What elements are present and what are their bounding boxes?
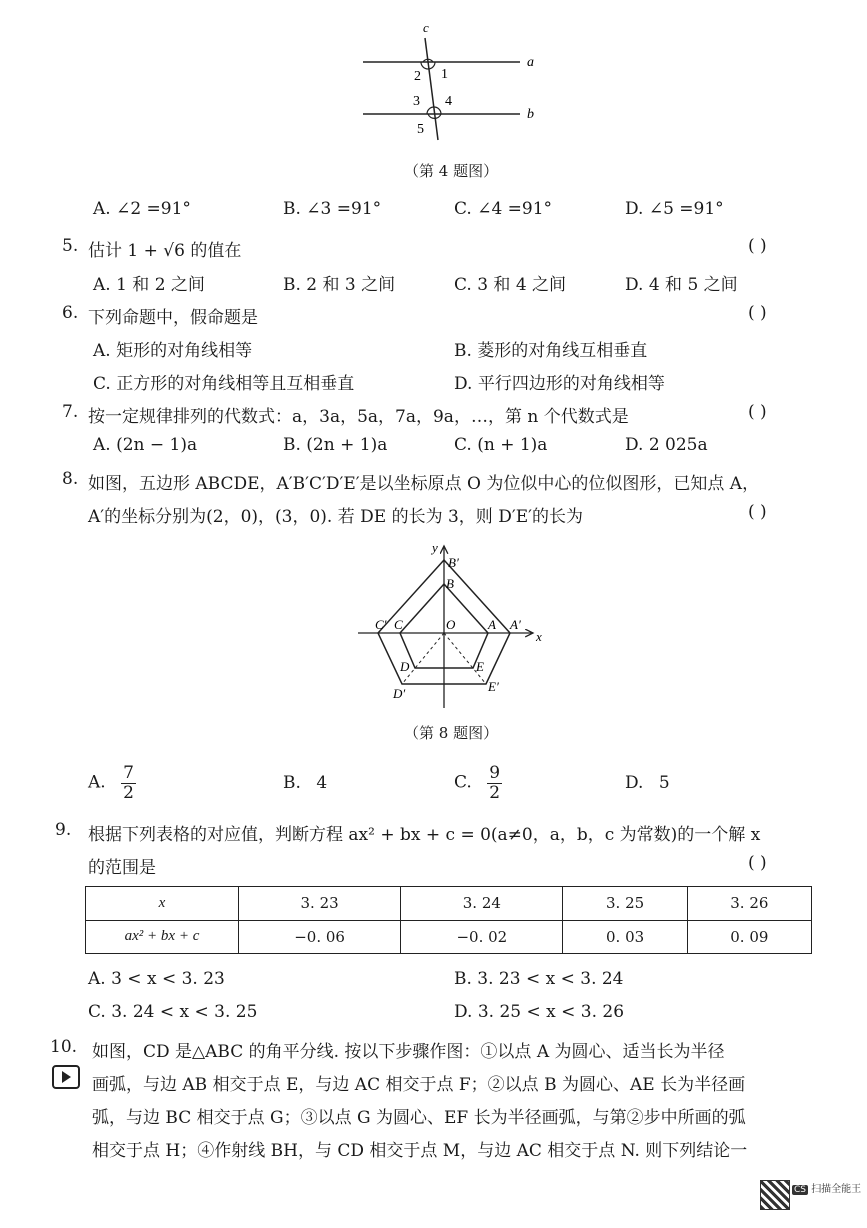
label-E-prime: E′ [488,679,499,694]
q8-option-c-fraction [487,764,502,802]
q8-option-a-den: 2 [123,782,134,803]
label-B-prime: B′ [448,555,459,570]
q7-answer-paren[interactable]: ( ) [748,402,767,422]
q5-number: 5. [62,236,79,256]
label-C: C [394,617,403,632]
q7-option-a[interactable]: A. (2n − 1)a [93,435,198,455]
q8-option-b[interactable] [283,773,327,793]
q8-option-c-den: 2 [489,782,501,803]
table-cell: 0. 09 [687,920,811,954]
q5-option-b[interactable]: B. 2 和 3 之间 [283,275,396,295]
table-cell: −0. 02 [401,920,563,954]
table-cell: 3. 25 [563,887,687,921]
label-1: 1 [441,67,448,82]
q8-number: 8. [62,469,79,489]
table-cell: 0. 03 [563,920,687,954]
q8-option-d[interactable] [625,773,670,793]
figure-q4 [355,20,555,145]
q7-number: 7. [62,402,79,422]
q6-option-a[interactable]: A. 矩形的对角线相等 [93,341,253,361]
qr-code-icon [760,1180,790,1210]
q8-line2: A′的坐标分别为(2，0)，(3，0). 若 DE 的长为 3，则 D′E′的长为 [88,507,583,527]
q8-line1: 如图，五边形 ABCDE，A′B′C′D′E′是以坐标原点 O 为位似中心的位似图形，已知点 A， [88,474,760,494]
label-y: y [432,540,438,555]
label-D: D [400,659,410,674]
label-A-prime: A′ [510,617,521,632]
q5-option-a[interactable]: A. 1 和 2 之间 [93,275,205,295]
q9-number: 9. [55,820,72,840]
figure-q8 [355,540,555,710]
label-E: E [476,659,484,674]
q9-answer-paren[interactable]: ( ) [748,853,767,873]
q10-number: 10. [50,1037,78,1057]
q6-number: 6. [62,303,79,323]
q8-option-d-value: 5 [658,773,670,793]
q10-line2: 画弧，与边 AB 相交于点 E，与边 AC 相交于点 F；②以点 B 为圆心、AE 长为半径画 [92,1075,746,1095]
q4-option-a[interactable]: A. ∠2 =91° [93,199,191,219]
label-D-prime: D′ [393,686,406,701]
table-cell: 3. 24 [401,887,563,921]
q8-option-a-num: 7 [123,763,134,783]
fig8-caption: （第 8 题图） [404,724,499,742]
label-x: x [536,629,542,644]
table-row [86,887,812,921]
scanner-logo-icon: CS [794,1185,806,1195]
q7-option-d[interactable]: D. 2 025a [625,435,708,455]
q9-option-c[interactable]: C. 3. 24 < x < 3. 25 [88,1002,258,1022]
label-B: B [446,576,454,591]
q8-option-a-fraction [121,764,136,802]
q8-option-c-num: 9 [489,763,501,783]
q8-option-c[interactable] [454,764,502,802]
q6-option-b[interactable]: B. 菱形的对角线互相垂直 [454,341,648,361]
q7-option-b[interactable]: B. (2n + 1)a [283,435,388,455]
scanner-name: 扫描全能王 [811,1184,862,1195]
label-4: 4 [445,94,452,109]
video-play-icon[interactable] [52,1065,80,1089]
q8-answer-paren[interactable]: ( ) [748,502,767,522]
q4-option-d[interactable]: D. ∠5 =91° [625,199,724,219]
q4-option-c[interactable]: C. ∠4 =91° [454,199,553,219]
label-2: 2 [414,69,421,84]
q8-option-a-letter: A. [88,772,106,793]
label-c: c [423,20,429,35]
table-cell: 3. 26 [687,887,811,921]
table-header-x: x [86,887,239,921]
q9-line1: 根据下列表格的对应值，判断方程 ax² + bx + c = 0(a≠0，a，b，c 为常数)的一个解 x [88,825,761,845]
label-O: O [446,617,456,632]
q9-option-a[interactable]: A. 3 < x < 3. 23 [88,969,225,989]
q5-option-c[interactable]: C. 3 和 4 之间 [454,275,567,295]
q8-option-b-letter: B. [283,773,301,793]
q6-option-c[interactable]: C. 正方形的对角线相等且互相垂直 [93,374,355,394]
label-5: 5 [417,122,424,137]
label-C-prime: C′ [375,617,387,632]
q6-answer-paren[interactable]: ( ) [748,303,767,323]
label-a: a [527,55,534,70]
label-3: 3 [413,94,420,109]
q7-stem: 按一定规律排列的代数式：a，3a，5a，7a，9a，…，第 n 个代数式是 [88,407,629,427]
q8-option-c-letter: C. [454,772,472,793]
table-row [86,920,812,954]
q9-line2: 的范围是 [88,858,156,878]
table-cell: −0. 06 [239,920,401,954]
q9-option-d[interactable]: D. 3. 25 < x < 3. 26 [454,1002,625,1022]
q10-line1: 如图，CD 是△ABC 的角平分线. 按以下步骤作图：①以点 A 为圆心、适当长为半径 [92,1042,725,1062]
q8-option-b-value: 4 [316,773,328,793]
q8-option-a[interactable] [88,764,136,802]
label-A: A [488,617,496,632]
q7-option-c[interactable]: C. (n + 1)a [454,435,548,455]
q4-option-b[interactable]: B. ∠3 =91° [283,199,382,219]
line-c [425,38,438,140]
q9-option-b[interactable]: B. 3. 23 < x < 3. 24 [454,969,624,989]
q5-answer-paren[interactable]: ( ) [748,236,767,256]
q8-option-d-letter: D. [625,773,644,793]
q5-option-d[interactable]: D. 4 和 5 之间 [625,275,738,295]
q10-line4: 相交于点 H；④作射线 BH，与 CD 相交于点 M，与边 AC 相交于点 N. 则下列结论一 [92,1141,748,1161]
q6-stem: 下列命题中，假命题是 [88,308,258,328]
q10-line3: 弧，与边 BC 相交于点 G；③以点 G 为圆心、EF 长为半径画弧，与第②步中所画的弧 [92,1108,746,1128]
table-header-expression: ax² + bx + c [86,920,239,954]
q9-value-table [85,886,812,954]
scanner-watermark [792,1180,861,1195]
label-b: b [527,107,534,122]
q5-stem: 估计 1 + √6 的值在 [88,241,242,261]
table-cell: 3. 23 [239,887,401,921]
q6-option-d[interactable]: D. 平行四边形的对角线相等 [454,374,665,394]
fig4-caption: （第 4 题图） [404,162,499,180]
